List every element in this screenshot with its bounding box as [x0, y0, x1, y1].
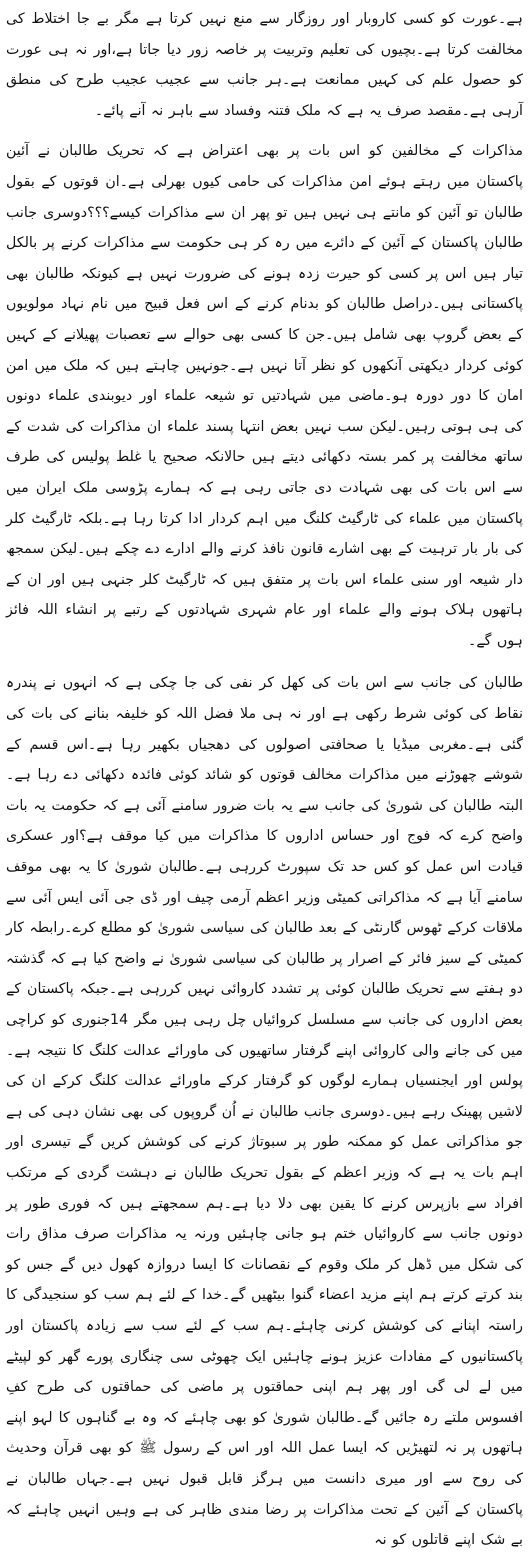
paragraph: مذاکرات کے مخالفین کو اس بات پر بھی اعتراض ہے کہ تحریک طالبان نے آئین پاکستان میں رہتے ہوئے امن مذاکرات کی حامی کیوں بھرلی ہے۔ان قوتوں کے بقول طالبان تو آئین کو مانتے ہی نہیں ہیں تو پھر ان سے مذاکرات کیسے؟؟؟دوسری جانب طالبان پاکستان کے آئین کے دائرے میں رہ کر ہی حکومت سے مذاکرات کرنے پر بالکل تیار ہیں اس پر کسی کو حیرت زدہ ہونے کی ضرورت نہیں ہے کیونکہ طالبان بھی پاکستانی ہیں۔دراصل طالبان کو بدنام کرنے کے اس فعل قبیح میں نام نہاد مولویوں کے بعض گروپ بھی شامل ہیں۔جن کا کسی بھی حوالے سے تعصبات پھیلانے کے کہیں کوئی کردار دیکھتی آنکھوں کو نظر آتا نہیں ہے۔جونہیں چاہتے ہیں کہ ملک میں امن امان کا دور دورہ ہو۔ماضی میں شہادتیں تو شیعہ علماء اور دیوبندی علماء دونوں کی ہی ہوتی رہیں۔لیکن سب نہیں بعض انتہا پسند علماء ان مذاکرات کی شدت کے ساتھ مخالفت پر کمر بستہ دکھائی دیتے ہیں حالانکہ صحیح یا غلط پولیس کی طرف سے اس بات کی بھی شہادت دی جاتی رہی ہے کہ ہمارے پڑوسی ملک ایران میں پاکستان میں علماء کی ٹارگیٹ کلنگ میں اہم کردار ادا کرتا رہا ہے۔بلکہ ٹارگیٹ کلر کی بار بار ترہیت کے بھی اشارے قانون نافذ کرنے والے ادارے دے چکے ہیں۔لیکن سمجھ دار شیعہ اور سنی علماء اس بات پر متفق ہیں کہ ٹارگیٹ کلر جنہی ہیں اور ان کے ہاتھوں ہلاک ہونے والے علماء اور عام شہری شہادتوں کے رتبے پر انشاء اللہ فائز ہوں گے۔ [6, 143, 523, 649]
paragraph: طالبان کی جانب سے اس بات کی کھل کر نفی کی جا چکی ہے کہ انہوں نے پندرہ نقاط کی کوئی شرط رکھی ہے اور نہ ہی ملا فضل اللہ کو خلیفہ بنانے کی بات کی گئی ہے۔مغربی میڈیا یا صحافتی اصولوں کی دھجیاں بکھیر رہا ہے۔اس قسم کے شوشے چھوڑنے میں مذاکرات مخالف قوتوں کو شائد کوئی فائدہ دکھائی دے رہا ہے۔البتہ طالبان کی شوریٰ کی جانب سے یہ بات ضرور سامنے آئی ہے کہ حکومت یہ بات واضح کرے کہ فوج اور حساس اداروں کا مذاکرات میں کیا موقف ہے؟اور عسکری قیادت اس عمل کو کس حد تک سپورٹ کررہی ہے۔طالبان شوریٰ کا یہ بھی موقف سامنے آیا ہے کہ مذاکراتی کمیٹی وزیر اعظم آرمی چیف اور ڈی جی آئی ایس آئی سے ملاقات کرکے ٹھوس گارنٹی کے بعد طالبان کی سیاسی شوریٰ کو مطلع کرے۔رابطہ کار کمیٹی کے سیز فائر کے اصرار پر طالبان کی سیاسی شوریٰ نے واضح کیا ہے کہ گذشتہ دو ہفتے سے تحریک طالبان کوئی پر تشدد کاروائی نہیں کررہی ہے۔جبکہ پاکستان کے بعض اداروں کی جانب سے مسلسل کروائیاں چل رہی ہیں مگر 14جنوری کو کراچی میں کی جانے والی کاروائی اپنے گرفتار ساتھیوں کی ماورائے عدالت کلنگ کا نتیجہ ہے۔پولس اور ایجنسیاں ہمارے لوگوں کو گرفتار کرکے ماورائے عدالت کلنگ کرکے ان کی لاشیں پھینک رہے ہیں۔دوسری جانب طالبان نے اُن گروپوں کی بھی نشان دہی کی ہے جو مذاکراتی عمل کو ممکنہ طور پر سبوتاژ کرنے کی کوشش کریں گے تیسری اور اہم بات یہ ہے کہ وزیر اعظم کے بقول تحریک طالبان نے دہشت گردی کے مرتکب افراد سے بازپرس کرنے کا یقین بھی دلا دیا ہے۔ہم سمجھتے ہیں کہ فوری طور پر دونوں جانب سے کاروائیاں ختم ہو جانی چاہئیں ورنہ یہ مذاکرات صرف مذاق رات کی شکل میں ڈھل کر ملک وقوم کے نقصانات کا ایسا دروازہ کھول دیں گے جس کو بند کرتے کرتے ہم اپنے مزید اعضاء گنوا بیٹھیں گے۔خدا کے لئے ہم سب کو سنجیدگی کا راستہ اپنانے کی کوشش کرنی چاہئے۔ہم سب کے لئے سب سے زیادہ پاکستان اور پاکستانیوں کے مفادات عزیز ہونے چاہئیں ایک چھوٹی سی چنگاری پورے گھر کو لپیٹے میں لے لی گی اور پھر ہم اپنی حماقتوں پر ماضی کی حماقتوں کی طرح کفِ افسوس ملتے رہ جائیں گے۔طالبان شوریٰ کو بھی چاہئے کہ وہ بے گناہوں کا لہو اپنے ہاتھوں پر نہ لتھیڑیں کہ ایسا عمل اللہ اور اس کے رسول ﷺ کو بھی قرآن وحدیث کی روح سے اور میری دانست میں ہرگز قابل قبول نہیں ہے۔جہاں طالبان نے پاکستان کے آئین کے تحت مذاکرات پر رضا مندی ظاہر کی ہے وہیں انہیں چاہئے کہ بے شک اپنے قاتلوں کو نہ [6, 675, 523, 1549]
paragraph: ہے۔عورت کو کسی کاروبار اور روزگار سے منع نہیں کرتا ہے مگر بے جا اختلاط کی مخالفت کرتا ہے۔بچیوں کی تعلیم وتربیت پر خاصہ زور دیا جاتا ہے،اور نہ ہی عورت کو حصول علم کی کہیں ممانعت ہے۔ہر جانب سے عجیب عجیب طرح کی منطق آرہی ہے۔مقصد صرف یہ ہے کہ ملک فتنہ وفساد سے باہر نہ آنے پائے۔ [6, 11, 523, 119]
